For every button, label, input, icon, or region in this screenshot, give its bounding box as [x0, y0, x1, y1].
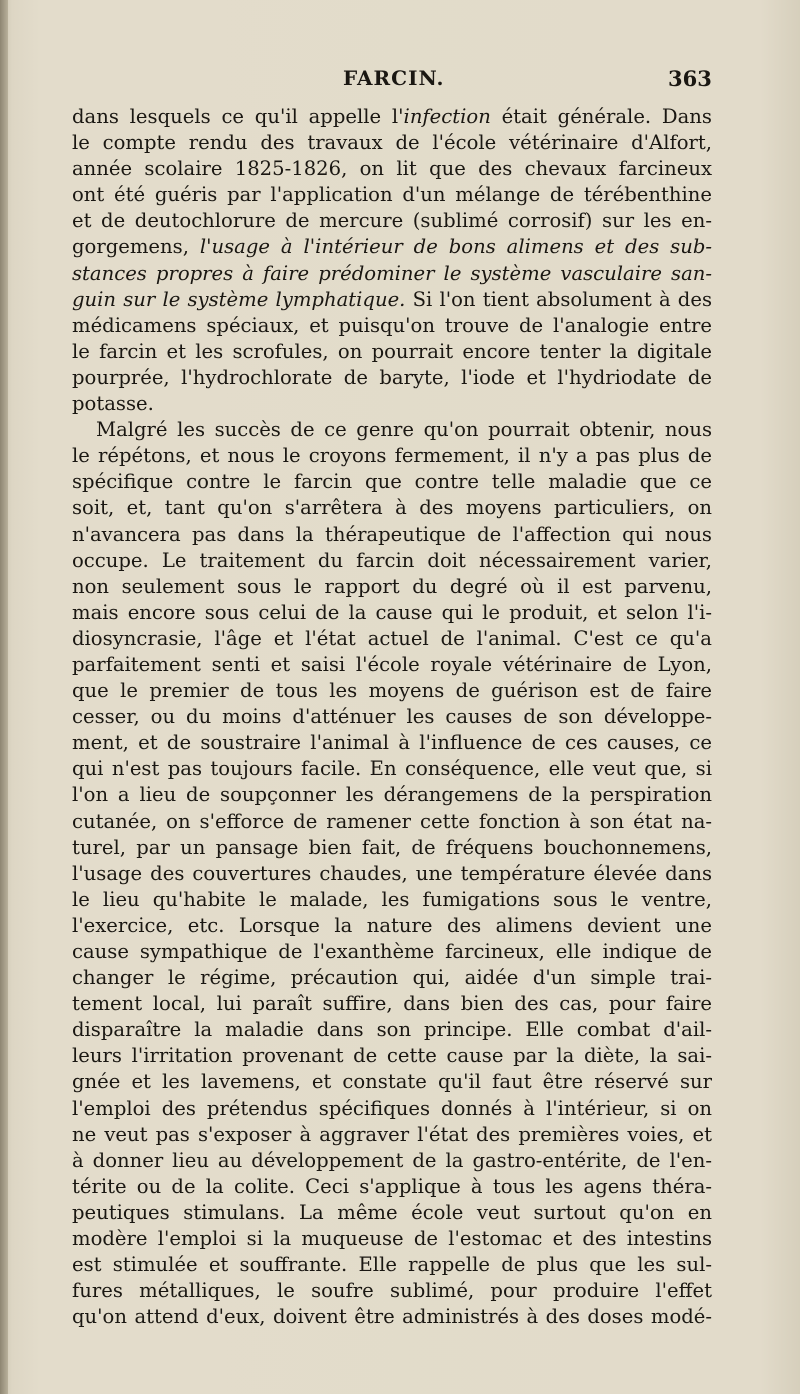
running-title: FARCIN.	[343, 66, 445, 90]
text-line: térite ou de la colite. Ceci s'applique à tous les agens théra-	[72, 1174, 712, 1198]
text-line	[72, 234, 712, 260]
page-number: 363	[668, 66, 712, 91]
text-line: cause sympathique de l'exanthème farcineux, elle indique de	[72, 940, 712, 963]
text-line: ment, et de soustraire l'animal à l'influence de ces causes, ce	[72, 731, 712, 755]
text-line: l'exercice, etc. Lorsque la nature des alimens devient une	[72, 913, 712, 937]
text-line: cutanée, on s'efforce de ramener cette fonction à son état na-	[72, 809, 712, 833]
text-line: turel, par un pansage bien fait, de fréquens bouchonnemens,	[72, 835, 712, 859]
text-fragment: dans lesquels ce qu'il appelle l'	[72, 105, 404, 128]
text-line: année scolaire 1825-1826, on lit que des chevaux farcineux	[72, 157, 712, 181]
text-fragment: Si l'on tient absolument à des	[405, 287, 712, 311]
text-fragment: était générale. Dans	[490, 105, 712, 128]
text-line: diosyncrasie, l'âge et l'état actuel de l'animal. C'est ce qu'a	[72, 626, 712, 650]
text-line: et de deutochlorure de mercure (sublimé corrosif) sur les en-	[72, 209, 712, 233]
text-line: potasse.	[72, 392, 154, 416]
text-line: ne veut pas s'exposer à aggraver l'état des premières voies, et	[72, 1122, 712, 1146]
text-line	[72, 261, 712, 287]
text-line: soit, et, tant qu'on s'arrêtera à des moyens particuliers, on	[72, 496, 712, 520]
text-fragment: gorgemens,	[72, 235, 189, 259]
text-line: occupe. Le traitement du farcin doit nécessairement varier,	[72, 548, 712, 572]
text-line: tement local, lui paraît suffire, dans bien des cas, pour faire	[72, 992, 712, 1016]
italic-passage: stances propres à faire prédominer le système vasculaire san-	[72, 261, 712, 285]
italic-passage: l'usage à l'intérieur de bons alimens et des sub-	[199, 235, 713, 259]
text-line	[72, 287, 712, 313]
running-head	[0, 66, 800, 96]
text-line: disparaître la maladie dans son principe. Elle combat d'ail-	[72, 1018, 712, 1042]
text-line: ont été guéris par l'application d'un mélange de térébenthine	[72, 183, 712, 207]
text-line: cesser, ou du moins d'atténuer les causes de son développe-	[72, 705, 712, 729]
text-line: est stimulée et souffrante. Elle rappelle de plus que les sul-	[72, 1253, 712, 1277]
text-line: pourprée, l'hydrochlorate de baryte, l'iode et l'hydriodate de	[72, 365, 712, 389]
text-line: qu'on attend d'eux, doivent être administrés à des doses modé-	[72, 1305, 712, 1329]
text-line: parfaitement senti et saisi l'école royale vétérinaire de Lyon,	[72, 652, 712, 676]
text-line: spécifique contre le farcin que contre telle maladie que ce	[72, 470, 712, 494]
text-line: l'on a lieu de soupçonner les dérangemens de la perspiration	[72, 783, 712, 807]
italic-term: infection	[403, 105, 491, 128]
text-line: leurs l'irritation provenant de cette cause par la diète, la sai-	[72, 1044, 712, 1068]
text-line: modère l'emploi si la muqueuse de l'estomac et des intestins	[72, 1227, 712, 1251]
text-line: changer le régime, précaution qui, aidée d'un simple trai-	[72, 966, 712, 990]
italic-passage: guin sur le système lymphatique.	[72, 287, 406, 311]
text-line: qui n'est pas toujours facile. En conséquence, elle veut que, si	[72, 757, 712, 781]
text-line: à donner lieu au développement de la gastro-entérite, de l'en-	[72, 1148, 712, 1172]
text-line: peutiques stimulans. La même école veut surtout qu'on en	[72, 1200, 712, 1224]
text-line: l'usage des couvertures chaudes, une température élevée dans	[72, 861, 712, 885]
text-line: non seulement sous le rapport du degré où il est parvenu,	[72, 574, 712, 598]
text-line	[72, 104, 712, 130]
text-line: Malgré les succès de ce genre qu'on pourrait obtenir, nous	[96, 418, 712, 442]
text-line: le lieu qu'habite le malade, les fumigations sous le ventre,	[72, 887, 712, 911]
body-text	[72, 104, 712, 1330]
book-spine-shadow	[0, 0, 8, 1394]
text-line: n'avancera pas dans la thérapeutique de l'affection qui nous	[72, 522, 712, 546]
text-line: gnée et les lavemens, et constate qu'il faut être réservé sur	[72, 1070, 712, 1094]
text-line: le farcin et les scrofules, on pourrait encore tenter la digitale	[72, 339, 712, 363]
text-line: que le premier de tous les moyens de guérison est de faire	[72, 679, 712, 703]
text-line: l'emploi des prétendus spécifiques donnés à l'intérieur, si on	[72, 1096, 712, 1120]
text-line: médicamens spéciaux, et puisqu'on trouve de l'analogie entre	[72, 313, 712, 337]
text-line: le compte rendu des travaux de l'école vétérinaire d'Alfort,	[72, 131, 712, 155]
text-line: mais encore sous celui de la cause qui le produit, et selon l'i-	[72, 600, 712, 624]
text-line: fures métalliques, le soufre sublimé, pour produire l'effet	[72, 1279, 712, 1303]
text-line: le répétons, et nous le croyons fermement, il n'y a pas plus de	[72, 444, 712, 468]
